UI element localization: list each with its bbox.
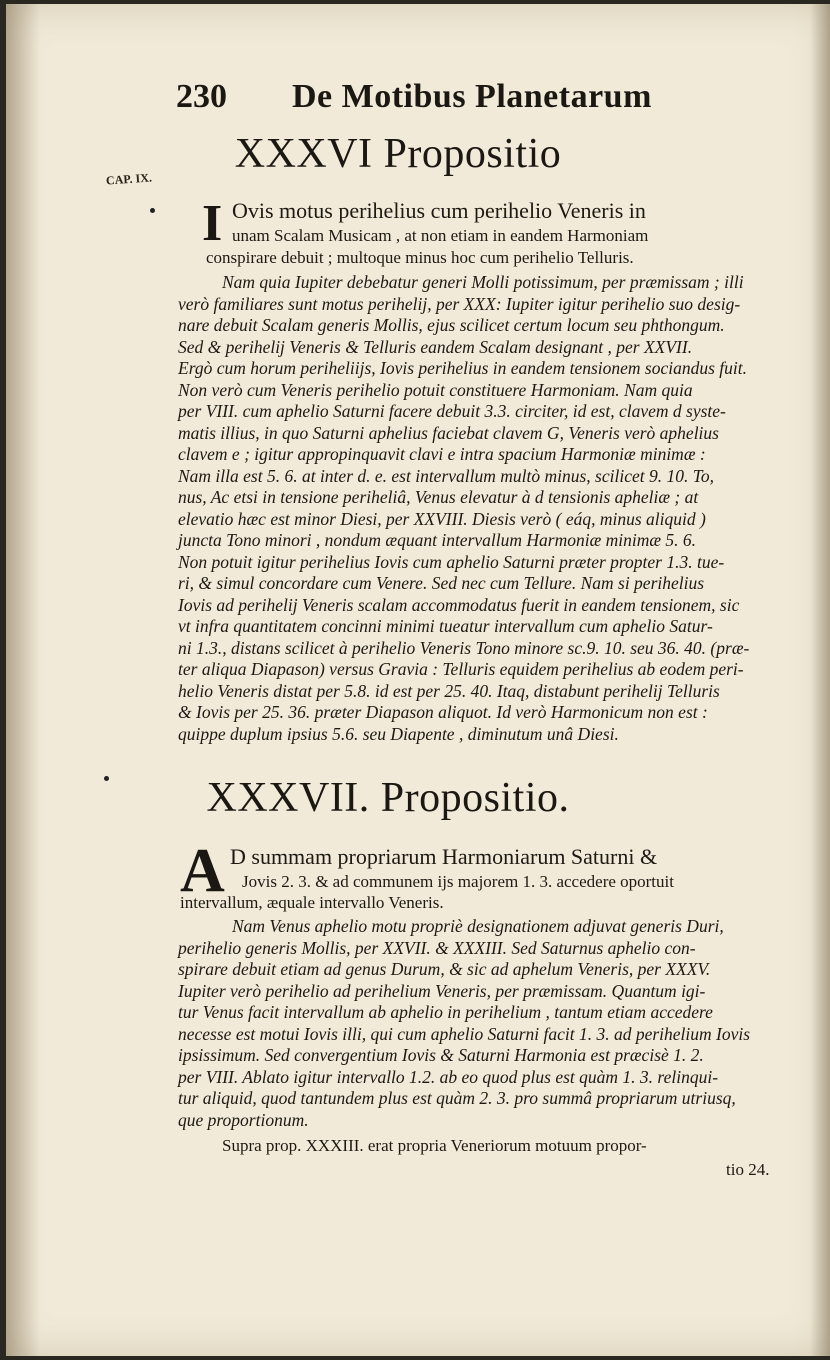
lead-line: conspirare debuit ; multoque minus hoc cum perihelio Telluris. [206,248,634,267]
proof-line: Nam quia Iupiter debebatur generi Molli potissimum, per præmissam ; illi [222,272,744,292]
proof-line: helio Veneris distat per 5.8. id est per 25. 40. Itaq, distabunt perihelij Telluris [178,680,720,701]
proof-line: Non verò cum Veneris perihelio potuit constituere Harmoniam. Nam quia [178,379,693,400]
proof-line: tur aliquid, quod tantundem plus est quàm 2. 3. pro summâ propriarum utriusq, [178,1088,736,1108]
proof-line: Sed & perihelij Veneris & Telluris eandem Scalam designant , per XXVII. [178,336,693,357]
page-gutter-shadow [6,4,40,1356]
book-page [6,4,830,1356]
proof-line: ipsissimum. Sed convergentium Iovis & Saturni Harmonia est præcisè 1. 2. [178,1045,704,1065]
proof-line: clavem e ; igitur appropinquavit clavi e intra spacium Harmoniæ minimæ : [178,444,706,464]
proof-line: Nam Venus aphelio motu propriè designationem adjuvat generis Duri, [232,916,724,936]
lead-line: intervallum, æquale intervallo Veneris. [180,893,444,912]
proof-line: Iupiter verò perihelio ad perihelium Veneris, per præmissam. Quantum igi- [178,980,706,1001]
proposition-title: XXXVI Propositio [234,131,562,177]
proposition-title: XXXVII. Propositio. [206,775,570,821]
page-edge-shadow [810,4,830,1356]
proof-line: elevatio hæc est minor Diesi, per XXVIII. Diesis verò ( eáq, minus aliquid ) [178,508,706,529]
lead-line: unam Scalam Musicam , at non etiam in eandem Harmoniam [232,226,649,245]
drop-cap: I [202,195,223,252]
proof-line: quippe duplum ipsius 5.6. seu Diapente , diminutum unâ Diesi. [178,723,619,744]
lead-line: Jovis 2. 3. & ad communem ijs majorem 1. 3. accedere oportuit [242,872,674,891]
page-header [176,76,776,126]
proof-line: juncta Tono minori , nondum æquant intervallum Harmoniæ minimæ 5. 6. [178,530,697,550]
proof-line: Iovis ad perihelij Veneris scalam accommodatus fuerit in eandem tensionem, sic [178,594,740,615]
margin-note: CAP. IX. [105,170,153,188]
drop-cap: A [180,837,225,905]
proof-line: perihelio generis Mollis, per XXVII. & XXXIII. Sed Saturnus aphelio con- [178,937,696,958]
proof-line: Ergò cum horum periheliijs, Iovis perihelius in eandem tensionem sociandus fuit. [178,358,748,378]
lead-line: D summam propriarum Harmoniarum Saturni & [230,844,658,869]
proof-line: verò familiares sunt motus perihelij, per XXX: Iupiter igitur perihelio suo desig- [178,293,741,314]
proof-line: ni 1.3., distans scilicet à perihelio Veneris Tono minore sc.9. 10. seu 36. 40. (præ- [178,637,750,658]
proof-line: Non potuit igitur perihelius Iovis cum aphelio Saturni præter propter 1.3. tue- [178,551,725,572]
proof-line: tur Venus facit intervallum ab aphelio in perihelium , tantum etiam accedere [178,1002,713,1022]
proof-line: spirare debuit etiam ad genus Durum, & sic ad aphelum Veneris, per XXXV. [178,959,711,979]
proposition-37-closing [178,1136,798,1186]
proposition-36-proof [178,272,798,762]
proposition-37-lead [230,844,790,874]
closing-line: tio 24. [726,1160,770,1179]
proposition-36-lead-cont [206,248,796,272]
proof-line: que proportionum. [178,1109,309,1130]
running-head: De Motibus Planetarum [292,78,652,115]
proof-line: necesse est motui Iovis illi, qui cum aphelio Saturni facit 1. 3. ad perihelium Iovis [178,1023,751,1044]
proof-line: & Iovis per 25. 36. præter Diapason aliquot. Id verò Harmonicum non est : [178,702,708,722]
proof-line: vt infra quantitatem concinni minimi tueatur intervallum cum aphelio Satur- [178,616,713,636]
proof-line: ri, & simul concordare cum Venere. Sed nec cum Tellure. Nam si perihelius [178,573,705,593]
proof-line: nus, Ac etsi in tensione periheliâ, Venus elevatur à d tensionis apheliæ ; at [178,487,699,507]
proof-line: per VIII. cum aphelio Saturni facere debuit 3.3. circiter, id est, clavem d syste- [178,401,726,421]
margin-dot [150,208,155,213]
proof-line: ter aliqua Diapason) versus Gravia : Telluris equidem perihelius ab eodem peri- [178,659,744,679]
proof-line: nare debuit Scalam generis Mollis, ejus scilicet certum locum seu phthongum. [178,315,725,335]
proof-line: matis illius, in quo Saturni aphelius faciebat clavem G, Veneris verò aphelius [178,422,719,443]
closing-line: Supra prop. XXXIII. erat propria Veneriorum motuum propor- [222,1136,647,1155]
proof-line: Nam illa est 5. 6. at inter d. e. est intervallum multò minus, scilicet 9. 10. To, [178,465,714,486]
proof-line: per VIII. Ablato igitur intervallo 1.2. ab eo quod plus est quàm 1. 3. relinqui- [178,1066,719,1087]
lead-line: Ovis motus perihelius cum perihelio Veneris in [232,198,646,223]
proposition-37-proof [178,916,798,1146]
page-number: 230 [176,78,227,115]
